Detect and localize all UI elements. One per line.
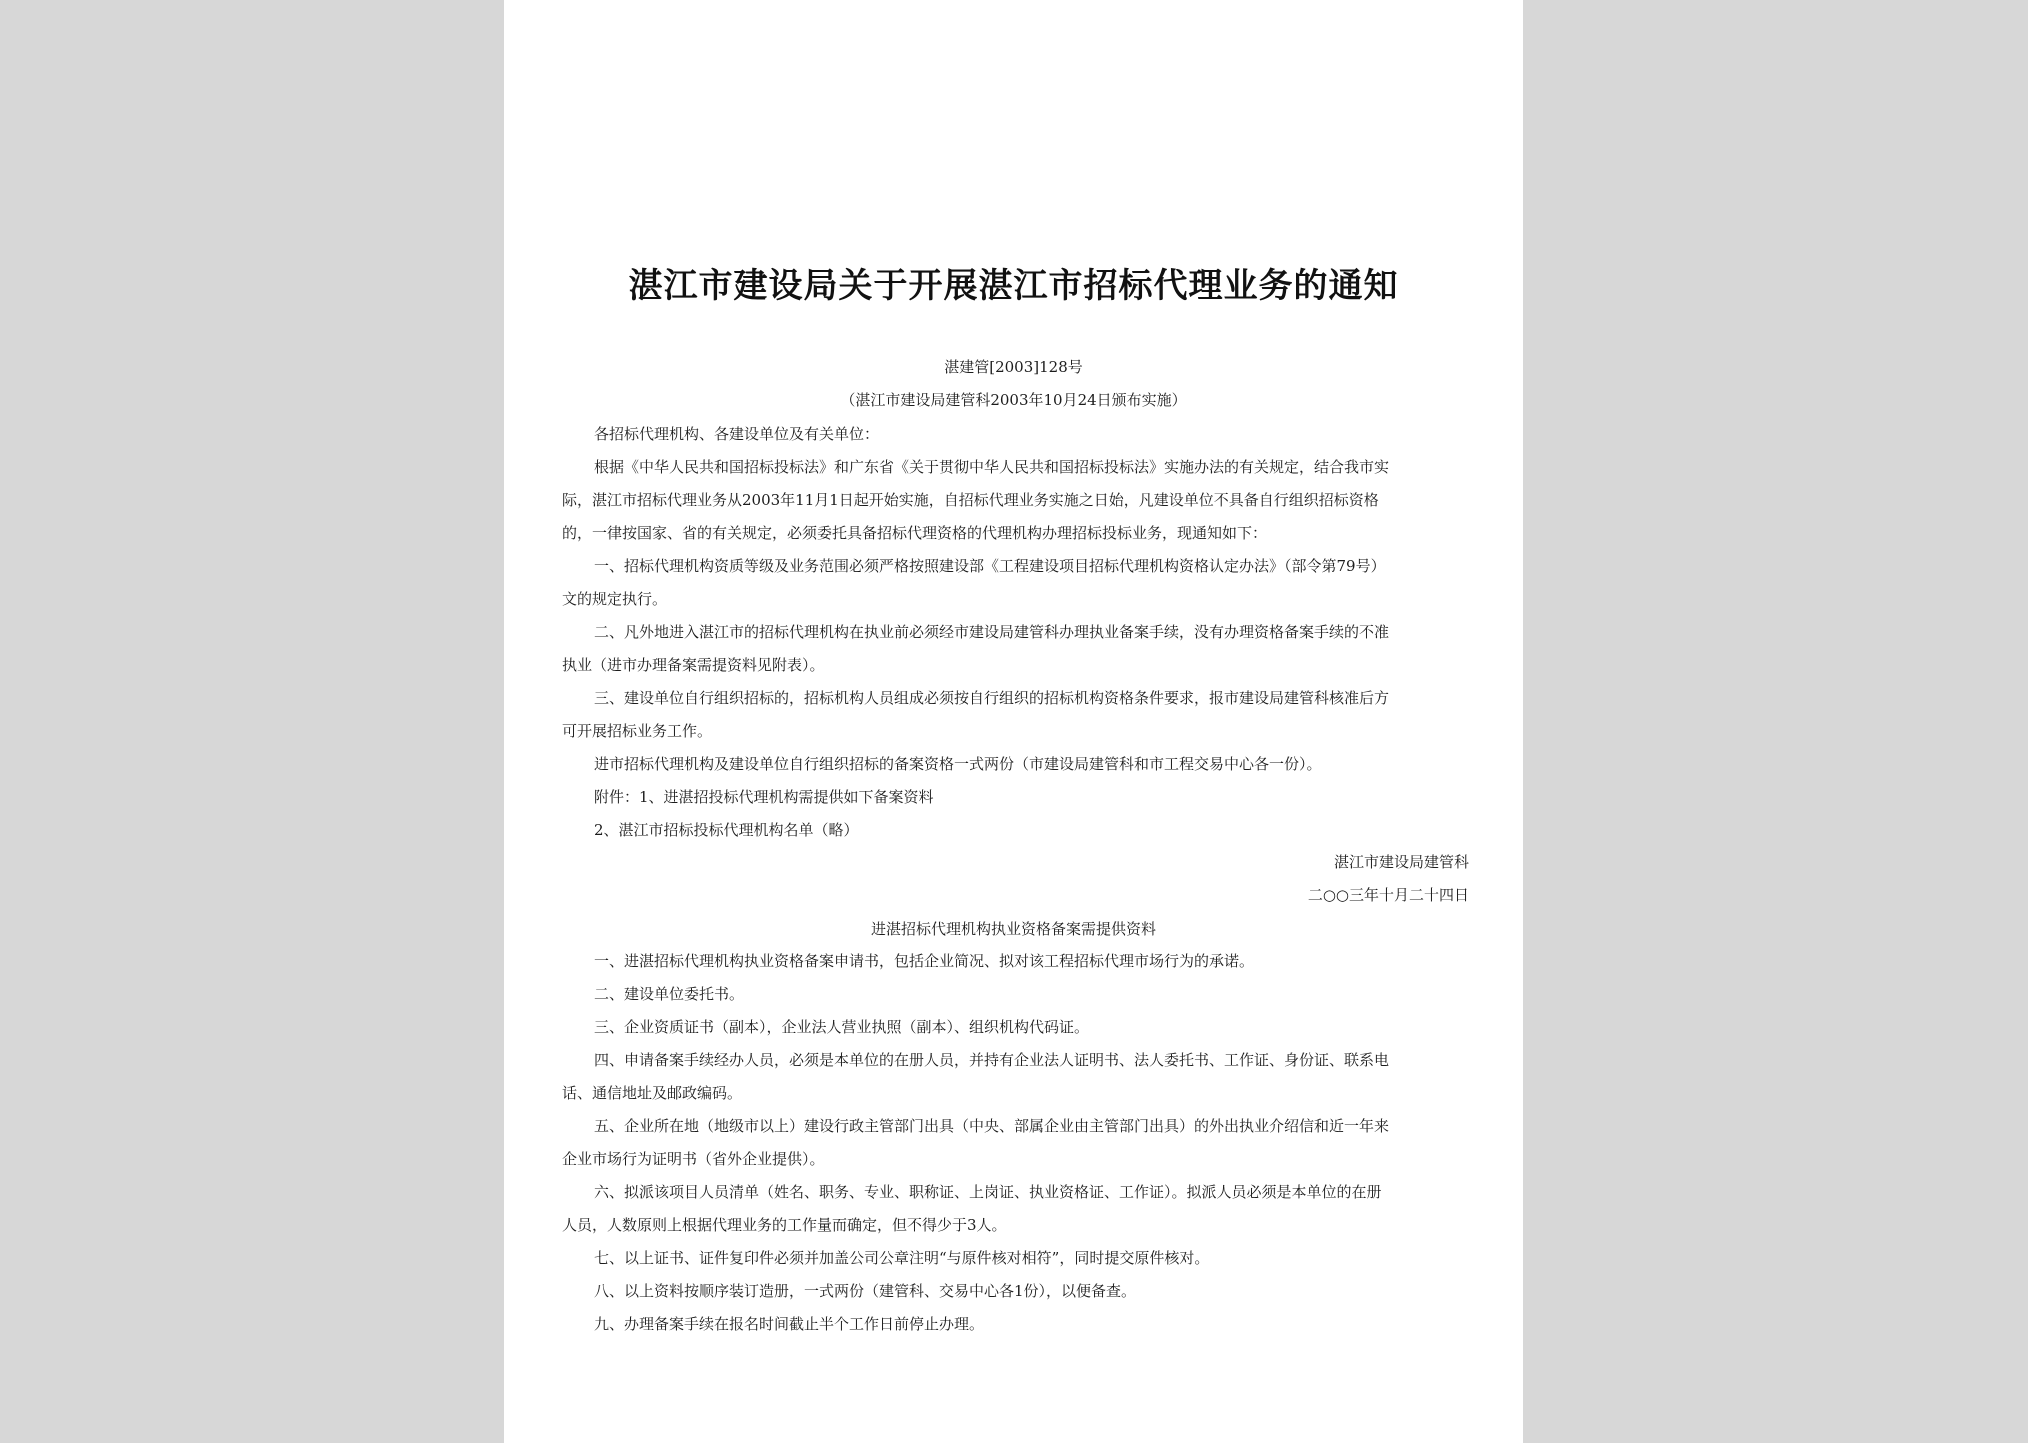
paragraph-line: 三、建设单位自行组织招标的，招标机构人员组成必须按自行组织的招标机构资格条件要求，报市建设局建管科核准后方: [594, 689, 1390, 707]
paragraph-line: 执业（进市办理备案需提资料见附表）。: [562, 656, 825, 674]
paragraph-line: 际，湛江市招标代理业务从2003年11月1日起开始实施，自招标代理业务实施之日始，凡建设单位不具备自行组织招标资格: [562, 491, 1379, 509]
viewer-background-left: [0, 0, 504, 1443]
attachment-item: 六、拟派该项目人员清单（姓名、职务、专业、职称证、上岗证、执业资格证、工作证）。拟派人员必须是本单位的在册: [594, 1183, 1382, 1201]
paragraph-line: 进市招标代理机构及建设单位自行组织招标的备案资格一式两份（市建设局建管科和市工程交易中心各一份）。: [594, 755, 1322, 773]
paragraph-line: 一、招标代理机构资质等级及业务范围必须严格按照建设部《工程建设项目招标代理机构资格认定办法》（部令第79号）: [594, 557, 1386, 575]
viewer-background-right: [1523, 0, 2028, 1443]
paragraph-line: 的，一律按国家、省的有关规定，必须委托具备招标代理资格的代理机构办理招标投标业务，现通知如下：: [562, 524, 1268, 542]
paragraph-line: 根据《中华人民共和国招标投标法》和广东省《关于贯彻中华人民共和国招标投标法》实施办法的有关规定，结合我市实: [594, 458, 1390, 476]
attachment-item: 三、企业资质证书（副本），企业法人营业执照（副本）、组织机构代码证。: [594, 1018, 1090, 1036]
document-title: 湛江市建设局关于开展湛江市招标代理业务的通知: [628, 266, 1399, 306]
attachment-item: 一、进湛招标代理机构执业资格备案申请书，包括企业简况、拟对该工程招标代理市场行为的承诺。: [594, 952, 1255, 970]
document-page: [504, 0, 1523, 1443]
attachment-note: 附件：1、进湛招投标代理机构需提供如下备案资料: [594, 788, 934, 806]
document-number: 湛建管[2003]128号: [944, 358, 1083, 376]
attachment-item: 七、以上证书、证件复印件必须并加盖公司公章注明“与原件核对相符”，同时提交原件核对。: [594, 1249, 1210, 1267]
attachment-item: 企业市场行为证明书（省外企业提供）。: [562, 1150, 825, 1168]
paragraph-line: 可开展招标业务工作。: [562, 722, 713, 740]
signature-date: 二○○三年十月二十四日: [1307, 886, 1469, 904]
attachment-item: 五、企业所在地（地级市以上）建设行政主管部门出具（中央、部属企业由主管部门出具）的外出执业介绍信和近一年来: [594, 1117, 1390, 1135]
signature-org: 湛江市建设局建管科: [1333, 853, 1469, 871]
attachment-item: 二、建设单位委托书。: [594, 985, 745, 1003]
paragraph-line: 文的规定执行。: [562, 590, 668, 608]
attachment-title: 进湛招标代理机构执业资格备案需提供资料: [870, 920, 1156, 938]
attachment-item: 人员，人数原则上根据代理业务的工作量而确定，但不得少于3人。: [562, 1216, 1007, 1234]
attachment-note: 2、湛江市招标投标代理机构名单（略）: [594, 821, 859, 839]
paragraph-line: 二、凡外地进入湛江市的招标代理机构在执业前必须经市建设局建管科办理执业备案手续，没有办理资格备案手续的不准: [594, 623, 1390, 641]
issued-note: （湛江市建设局建管科2003年10月24日颁布实施）: [840, 391, 1187, 409]
attachment-item: 八、以上资料按顺序装订造册，一式两份（建管科、交易中心各1份），以便备查。: [594, 1282, 1137, 1300]
attachment-item: 话、通信地址及邮政编码。: [562, 1084, 743, 1102]
salutation: 各招标代理机构、各建设单位及有关单位：: [594, 425, 880, 443]
attachment-item: 四、申请备案手续经办人员，必须是本单位的在册人员，并持有企业法人证明书、法人委托书、工作证、身份证、联系电: [594, 1051, 1390, 1069]
attachment-item: 九、办理备案手续在报名时间截止半个工作日前停止办理。: [594, 1315, 985, 1333]
